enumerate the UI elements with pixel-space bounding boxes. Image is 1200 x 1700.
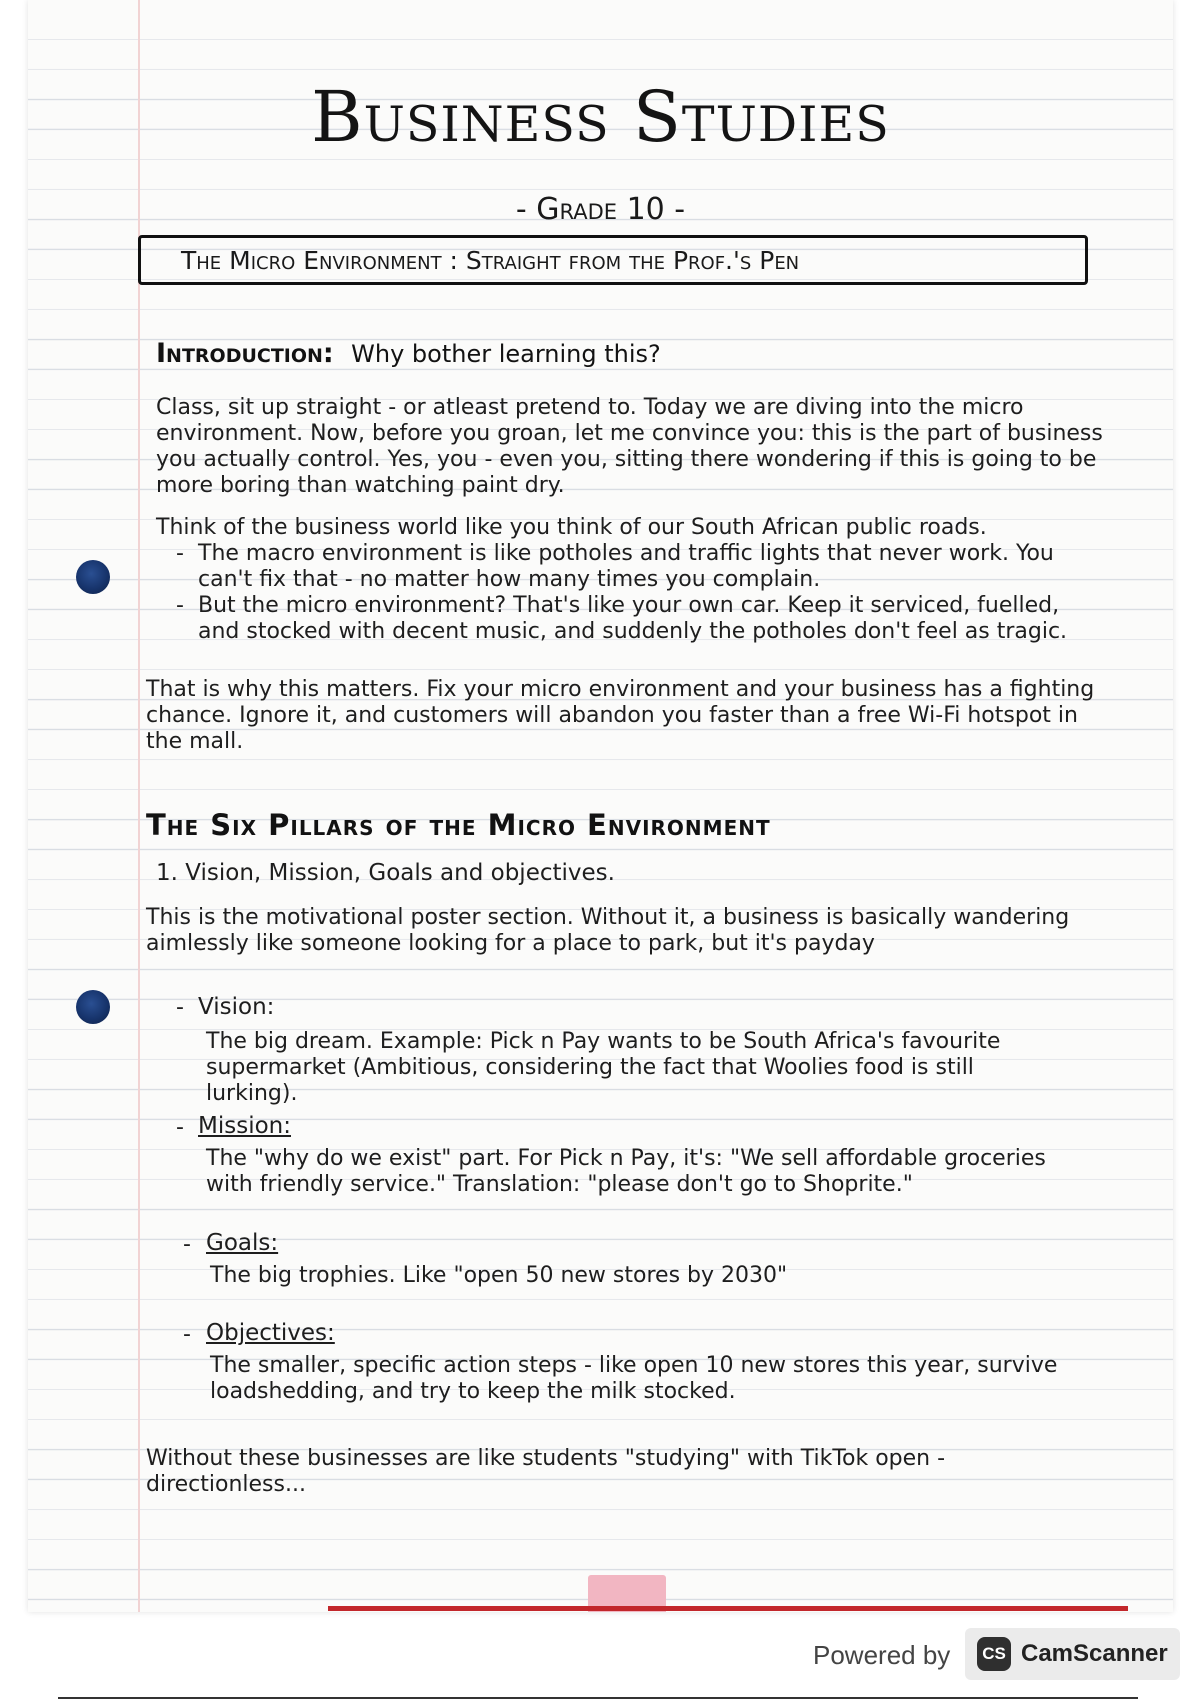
topic-banner xyxy=(138,235,1088,285)
page-title: Business Studies xyxy=(311,76,890,158)
intro-question: Why bother learning this? xyxy=(351,340,661,368)
intro-heading-line xyxy=(156,338,661,369)
topic-banner-text: The Micro Environment : Straight from the Prof.'s Pen xyxy=(181,245,800,275)
pillar-1-title: 1. Vision, Mission, Goals and objectives. xyxy=(156,860,615,886)
intro-bullet-macro: The macro environment is like potholes and traffic lights that never work. You can't fix that - no matter how many times you complain. xyxy=(198,541,1054,592)
camscanner-brand: CamScanner xyxy=(1021,1640,1168,1667)
mission-dash: - xyxy=(176,1115,184,1140)
objectives-text: The smaller, specific action steps - like open 10 new stores this year, survive loadshedding, and try to keep the milk stocked. xyxy=(210,1353,1058,1404)
intro-bullet-micro: But the micro environment? That's like your own car. Keep it serviced, fuelled, and stocked with decent music, and suddenly the potholes don't feel as tragic. xyxy=(198,593,1068,644)
page-edge-red-line xyxy=(328,1606,1128,1611)
vision-label: Vision: xyxy=(198,994,275,1020)
footer-rule xyxy=(58,1697,1138,1699)
goals-label: Goals: xyxy=(206,1230,279,1256)
camscanner-logo-icon: CS xyxy=(977,1637,1011,1671)
grade-subtitle: - Grade 10 - xyxy=(515,192,686,227)
camscanner-badge xyxy=(965,1628,1180,1680)
vision-text: The big dream. Example: Pick n Pay wants to be South Africa's favourite supermarket (Ambitious, considering the fact that Woolies food is still lurking). xyxy=(206,1029,1001,1106)
powered-by-label: Powered by xyxy=(813,1640,951,1670)
bullet-dash-2: - xyxy=(176,593,184,618)
intro-paragraph-3: That is why this matters. Fix your micro environment and your business has a fighting chance. Ignore it, and customers will abandon you faster than a free Wi-Fi hotspot in the mall. xyxy=(146,677,1095,754)
punch-hole-top xyxy=(76,560,110,594)
notebook-page xyxy=(28,0,1173,1612)
intro-heading: Introduction: xyxy=(156,338,334,369)
objectives-dash: - xyxy=(183,1322,191,1347)
intro-paragraph-1: Class, sit up straight - or atleast pretend to. Today we are diving into the micro environment. Now, before you groan, let me convince you: this is the part of business you actually control. Yes, you - even you, sitting there wondering if this is going to be more boring than watching paint dry. xyxy=(156,395,1103,498)
mission-text: The "why do we exist" part. For Pick n Pay, it's: "We sell affordable groceries with friendly service." Translation: "please don't go to Shoprite." xyxy=(206,1146,1046,1197)
pillars-closing: Without these businesses are like students "studying" with TikTok open - directionless... xyxy=(146,1446,946,1497)
intro-paragraph-2: Think of the business world like you think of our South African public roads. xyxy=(156,515,987,540)
punch-hole-bottom xyxy=(76,990,110,1024)
goals-dash: - xyxy=(183,1232,191,1257)
mission-label: Mission: xyxy=(198,1113,291,1139)
goals-text: The big trophies. Like "open 50 new stores by 2030" xyxy=(210,1263,788,1288)
pillar-1-intro: This is the motivational poster section. Without it, a business is basically wandering aimlessly like someone looking for a place to park, but it's payday xyxy=(146,905,1070,956)
pillars-heading: The Six Pillars of the Micro Environment xyxy=(146,808,771,842)
bullet-dash-1: - xyxy=(176,541,184,566)
vision-dash: - xyxy=(176,995,184,1020)
objectives-label: Objectives: xyxy=(206,1320,335,1346)
